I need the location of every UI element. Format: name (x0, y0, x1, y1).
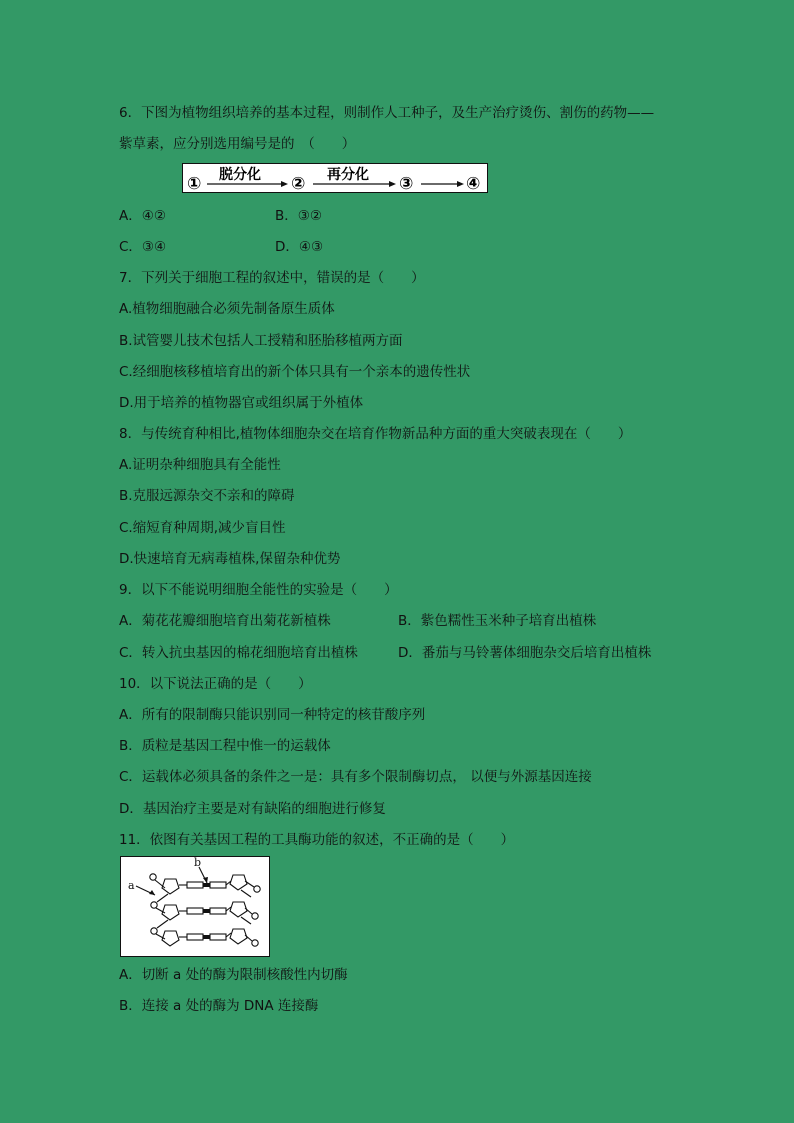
tissue-culture-flow-diagram (182, 163, 488, 193)
q9-stem: 9．以下不能说明细胞全能性的实验是（ ） (119, 582, 398, 598)
q10-option-b: B．质粒是基因工程中惟一的运载体 (119, 738, 331, 754)
q10-option-a: A．所有的限制酶只能识别同一种特定的核苷酸序列 (119, 707, 426, 723)
figure-label-a: a (128, 879, 135, 892)
flow-label-redifferentiation: 再分化 (327, 167, 369, 183)
dna-structure-figure (120, 856, 270, 957)
q9-option-b: B．紫色糯性玉米种子培育出植株 (398, 613, 597, 629)
q10-option-c: C．运载体必须具备的条件之一是：具有多个限制酶切点， 以便与外源基因连接 (119, 769, 592, 785)
q7-option-d: D.用于培养的植物器官或组织属于外植体 (119, 395, 364, 411)
q11-option-b: B．连接 a 处的酶为 DNA 连接酶 (119, 998, 319, 1014)
q7-stem: 7．下列关于细胞工程的叙述中，错误的是（ ） (119, 270, 425, 286)
q6-stem-line1: 6．下图为植物组织培养的基本过程，则制作人工种子，及生产治疗烫伤、割伤的药物—— (119, 105, 655, 121)
flow-label-dedifferentiation: 脱分化 (219, 167, 261, 183)
q6-option-d: D．④③ (275, 239, 324, 255)
flow-node-2: ② (291, 174, 306, 194)
figure-label-b: b (194, 857, 202, 869)
q8-option-b: B.克服远源杂交不亲和的障碍 (119, 488, 295, 504)
q7-option-b: B.试管婴儿技术包括人工授精和胚胎移植两方面 (119, 333, 403, 349)
q8-option-a: A.证明杂种细胞具有全能性 (119, 457, 281, 473)
q11-option-a: A．切断 a 处的酶为限制核酸性内切酶 (119, 967, 348, 983)
q9-option-c: C．转入抗虫基因的棉花细胞培育出植株 (119, 645, 358, 661)
flow-node-4: ④ (466, 174, 481, 194)
q8-option-d: D.快速培育无病毒植株,保留杂种优势 (119, 551, 341, 567)
q10-option-d: D．基因治疗主要是对有缺陷的细胞进行修复 (119, 801, 386, 817)
q6-option-b: B．③② (275, 208, 322, 224)
dna-ladder-diagram (121, 857, 271, 958)
q9-option-d: D．番茄与马铃薯体细胞杂交后培育出植株 (398, 645, 652, 661)
q8-option-c: C.缩短育种周期,减少盲目性 (119, 520, 286, 536)
flow-node-3: ③ (399, 174, 414, 194)
flow-arrows (183, 164, 489, 194)
q9-option-a: A．菊花花瓣细胞培育出菊花新植株 (119, 613, 331, 629)
q6-stem-line2: 紫草素，应分别选用编号是的 （ ） (119, 136, 356, 152)
q8-stem: 8．与传统育种相比,植物体细胞杂交在培育作物新品种方面的重大突破表现在（ ） (119, 426, 632, 442)
q6-option-a: A．④② (119, 208, 166, 224)
q7-option-c: C.经细胞核移植培育出的新个体只具有一个亲本的遗传性状 (119, 364, 471, 380)
flow-node-1: ① (187, 174, 202, 194)
q6-option-c: C．③④ (119, 239, 167, 255)
q11-stem: 11．依图有关基因工程的工具酶功能的叙述，不正确的是（ ） (119, 832, 515, 848)
q7-option-a: A.植物细胞融合必须先制备原生质体 (119, 301, 335, 317)
q10-stem: 10．以下说法正确的是（ ） (119, 676, 312, 692)
